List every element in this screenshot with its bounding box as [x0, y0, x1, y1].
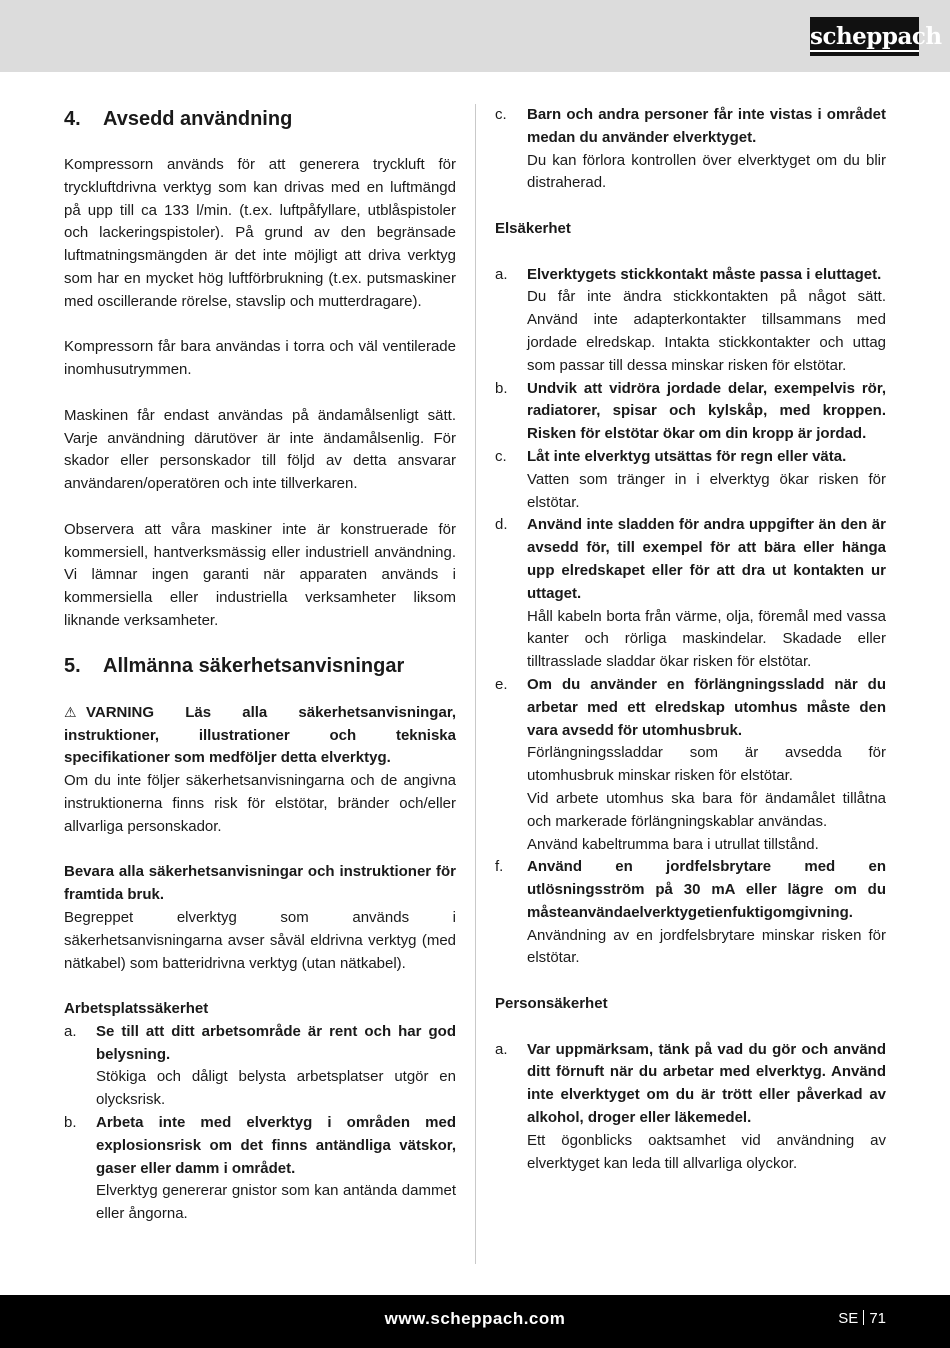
warning-block: [64, 701, 456, 770]
list-item-label: c.: [495, 106, 507, 123]
list-item-label: a.: [64, 1022, 77, 1040]
list-item-bold: Arbeta inte med elverktyg i områden med explosionsrisk om det finns antändliga vätskor, gaser eller damm i området.: [96, 1114, 456, 1177]
left-column: [64, 104, 456, 1226]
list-item-bold: Om du använder en förlängningssladd när du arbetar med ett elredskap utomhus måste den vara avsedd för utomhusbruk.: [527, 675, 886, 739]
list-item-text: Du kan förlora kontrollen över elverktyget om du blir distraherad.: [527, 151, 886, 192]
intended-use-paragraph-3: Maskinen får endast användas på ändamålsenligt sätt. Varje användning därutöver är inte ändamålsenlig. För skador eller personskador till följd av detta ansvarar användaren/operatören och inte tillverkaren.: [64, 406, 456, 493]
list-item: [64, 1112, 456, 1226]
page-number: 71: [869, 1310, 886, 1327]
list-item-bold: Använd inte sladden för andra uppgifter än den är avsedd för, till exempel för att bära eller hänga upp elredskapet eller för att dra ut kontakten ur uttaget.: [527, 516, 886, 602]
list-item: [64, 1021, 456, 1112]
warning-triangle-icon: ⚠: [64, 703, 77, 720]
workplace-safety-heading: Arbetsplatssäkerhet: [64, 1000, 209, 1018]
list-item-text: Du får inte ändra stickkontakten på något sätt. Använd inte adapterkontakter tillsammans med jordade elredskap. Intakta stickkontakter och uttag som passar till dessa minskar risken för elstötar.: [527, 288, 886, 374]
keep-instructions-bold: Bevara alla säkerhetsanvisningar och instruktioner för framtida bruk.: [64, 863, 456, 904]
list-item: [495, 104, 886, 195]
list-item-text: Elverktyg genererar gnistor som kan antända dammet eller ångorna.: [96, 1182, 456, 1223]
list-item-text: Vatten som tränger in i elverktyg ökar risken för elstötar.: [527, 470, 886, 511]
keep-instructions-text: Begreppet elverktyg som används i säkerhetsanvisningarna avser såväl eldrivna verktyg (med nätkabel) som batteridrivna verktyg (utan nätkabel).: [64, 908, 456, 972]
warning-bold-text: VARNING Läs alla säkerhetsanvisningar, instruktioner, illustrationer och tekniska specifikationer som medföljer detta elverktyg.: [64, 703, 456, 767]
footer-bar: [0, 1295, 950, 1348]
list-item: [495, 1039, 886, 1176]
list-item-text: Stökiga och dåligt belysta arbetsplatser utgör en olycksrisk.: [96, 1068, 456, 1109]
page-indicator: [838, 1310, 886, 1327]
list-item-label: b.: [495, 379, 508, 397]
list-item-text: Användning av en jordfelsbrytare minskar risken för elstötar.: [527, 926, 886, 967]
language-code: SE: [838, 1310, 859, 1327]
list-item-bold: Var uppmärksam, tänk på vad du gör och använd ditt förnuft när du arbetar med elverktyg. Använd inte elverktyget om du är trött eller påverkad av alkohol, droger eller läkemedel.: [527, 1040, 886, 1127]
list-item-bold: Elverktygets stickkontakt måste passa i eluttaget.: [527, 265, 882, 283]
list-item-label: a.: [495, 1040, 508, 1058]
scheppach-logo: scheppach: [810, 17, 919, 56]
list-item-label: f.: [495, 858, 504, 876]
list-item-bold: Använd en jordfelsbrytare med en utlösningsström på 30 mA eller lägre om du måsteanvändaelverktygetienfuktigomgivning.: [527, 858, 886, 921]
list-item: [495, 674, 886, 856]
intended-use-paragraph-4: Observera att våra maskiner inte är konstruerade för kommersiell, hantverksmässig eller industriell användning. Vi lämnar ingen garanti när apparaten används i kommersiella eller industriella verksamheter liksom liknande verksamheter.: [64, 520, 456, 629]
list-item: [495, 264, 886, 378]
page-separator: [863, 1310, 864, 1325]
list-item-bold: Undvik att vidröra jordade delar, exempelvis rör, radiatorer, spisar och kylskåp, med kroppen. Risken för elstötar ökar om din kropp är jordad.: [527, 379, 886, 443]
header-bar: [0, 0, 950, 72]
list-item: [495, 378, 886, 446]
column-divider: [475, 104, 476, 1264]
list-item-text: Håll kabeln borta från värme, olja, föremål med vassa kanter och rörliga maskindelar. Skadade eller tilltrasslade sladdar ökar risken för elstötar.: [527, 607, 886, 671]
section-4-title: Avsedd användning: [103, 108, 293, 130]
list-item-label: e.: [495, 675, 508, 693]
list-item-label: a.: [495, 265, 508, 283]
personal-safety-heading: Personsäkerhet: [495, 995, 608, 1013]
section-5-title: Allmänna säkerhetsanvisningar: [103, 654, 405, 677]
section-4-number: 4.: [64, 108, 81, 130]
list-item-text: Använd kabeltrumma bara i utrullat tillstånd.: [527, 835, 819, 853]
list-item-bold: Låt inte elverktyg utsättas för regn eller väta.: [527, 447, 847, 465]
section-5-heading: [64, 651, 456, 681]
website-url: www.scheppach.com: [384, 1309, 566, 1328]
list-item-label: d.: [495, 516, 508, 534]
list-item-bold: Barn och andra personer får inte vistas i området medan du använder elverktyget.: [527, 106, 886, 146]
list-item: [495, 514, 886, 674]
list-item: [495, 446, 886, 514]
list-item-bold: Se till att ditt arbetsområde är rent och har god belysning.: [96, 1022, 456, 1063]
list-item-text: Ett ögonblicks oaktsamhet vid användning av elverktyget kan leda till allvarliga olyckor.: [527, 1131, 886, 1172]
intended-use-paragraph-1: Kompressorn används för att generera tryckluft för tryckluftdrivna verktyg som kan drivas med en luftmängd på upp till ca 133 l/min. (t.ex. luftpåfyllare, utblåspistoler och lackeringspistoler). På grund av den begränsade luftmatningsmängden är det inte möjligt att driva verktyg som har en mycket hög luftförbrukning (t.ex. putsmaskiner med oscillerande rörelse, stavslip och mutterdragare).: [64, 156, 456, 310]
list-item-label: b.: [64, 1114, 77, 1132]
intended-use-paragraph-2: Kompressorn får bara användas i torra och väl ventilerade inomhusutrymmen.: [64, 338, 456, 379]
right-column: [495, 104, 886, 1175]
list-item-label: c.: [495, 447, 507, 465]
list-item-text: Vid arbete utomhus ska bara för ändamålet tillåtna och markerade förlängningskablar användas.: [527, 789, 886, 830]
section-4-heading: [64, 104, 456, 134]
list-item: [495, 856, 886, 970]
list-item-text: Förlängningssladdar som är avsedda för utomhusbruk minskar risken för elstötar.: [527, 744, 886, 785]
electrical-safety-heading: Elsäkerhet: [495, 219, 571, 237]
warning-text: Om du inte följer säkerhetsanvisningarna och de angivna instruktionerna finns risk för elstötar, bränder och/eller allvarliga personskador.: [64, 772, 456, 835]
section-5-number: 5.: [64, 654, 81, 677]
